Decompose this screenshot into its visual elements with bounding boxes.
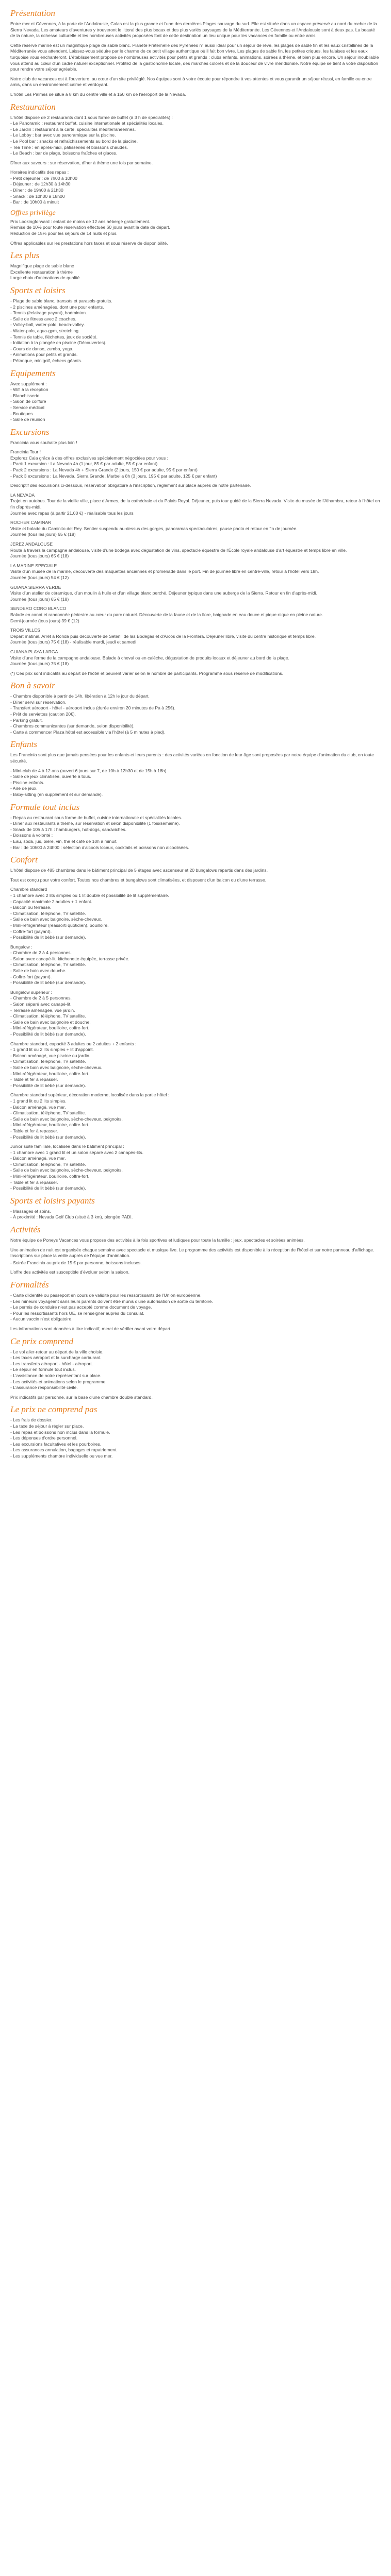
list-item: - Service médical (10, 404, 44, 410)
list-item: - Salle de fitness avec 2 coaches. (10, 316, 77, 321)
excursions-section (10, 427, 381, 677)
list-item: Magnifique plage de sable blanc (10, 263, 74, 269)
list-item: - Eau, soda, jus, bière, vin, thé et café de 10h à minuit. (10, 838, 118, 844)
list-item: - Animations pour petits et grands. (10, 352, 78, 358)
list-item: - Prêt de serviettes (caution 20€). (10, 711, 76, 717)
room-type (10, 990, 381, 1038)
paragraph: Cette réserve marine est un magnifique plage de sable blanc. Planète Fraternelle des Pyrénées n° aussi idéal pour un séjour de rêve, les plages de sable fin et les eaux cristallines de la Méditerranée vous attendent. Laissez-vous séduire par le charme de ce petit village authentique où il fait bon vivre. Les plages de sable fin, les petites criques, les falaises et les eaux turquoise vous enchanteront. L'établissement propose de nombreuses activités pour petits et grands : clubs enfants, animations, soirées à thème, et bien plus encore. Un séjour inoubliable vous attend au cœur d'un cadre naturel exceptionnel. Profitez de la gastronomie locale, des marchés colorés et de la douceur de vivre méridionale. Notre équipe se tient à votre disposition pour rendre votre séjour agréable. (10, 42, 379, 72)
text-line: Horaires indicatifs des repas : (10, 170, 69, 175)
list-item: - Possibilité de lit bébé (sur demande). (10, 1031, 86, 1037)
list-item: - Baby-sitting (en supplément et sur demande). (10, 792, 103, 797)
list-item: - 1 grand lit ou 2 lits simples + lit d'appoint. (10, 1047, 94, 1053)
excursion-name: JEREZ ANDALOUSE (10, 541, 53, 547)
excursion-name: SENDERO CORO BLANCO (10, 606, 67, 612)
paragraph: Notre club de vacances est à l'ouverture, au cœur d'un site privilégié. Nos équipes sont à votre écoute pour répondre à vos attentes et vous garantir un séjour réussi, en famille ou entre amis, dans un environnement calme et verdoyant. (10, 76, 372, 88)
list-item: - Climatisation, téléphone, TV satellite. (10, 1059, 86, 1064)
room-name: Bungalow supérieur : (10, 989, 52, 995)
activites-section (10, 1225, 381, 1276)
list-item: - Les suppléments chambre individuelle ou vue mer. (10, 1453, 113, 1459)
excursion-item (10, 563, 381, 581)
paragraph: Une animation de nuit est organisée chaque semaine avec spectacle et musique live. Le programme des activités est disponible à la réception de l'hôtel et sur notre panneau d'affichage. Inscriptions sur place la veille auprès de l'équipe d'animation. (10, 1247, 374, 1259)
list-item: - Les taxes aéroport et la surcharge carburant. (10, 1355, 102, 1361)
text-line: Prix indicatifs par personne, sur la base d'une chambre double standard. (10, 1394, 153, 1400)
list-item: - Salle de bain avec baignoire, sèche-cheveux, peignoirs. (10, 1167, 123, 1173)
list-item: - Bar : de 10h00 à minuit (10, 199, 59, 205)
section-title: Equipements (10, 368, 56, 378)
list-item: - 2 piscines aménagées, dont une pour enfants. (10, 304, 104, 310)
list-item: - Tennis de table, fléchettes, jeux de société. (10, 334, 97, 340)
list-item: - Le Pool bar : snacks et rafraîchissements au bord de la piscine. (10, 138, 138, 144)
text-line: Les Francinia sont plus que jamais pensées pour les enfants et leurs parents : des activités variées en fonction de leur âge sont proposées par notre équipe d'animation du club, en toute sécurité. (10, 752, 374, 764)
room-type (10, 1041, 381, 1089)
excursion-item (10, 649, 381, 667)
list-item: - Mini-réfrigérateur, bouilloire, coffre-fort. (10, 1071, 90, 1076)
list-item: - Coffre-fort (payant). (10, 928, 52, 934)
excursion-price: Journée (tous jours) 54 € (12) (10, 574, 69, 580)
confort-section (10, 855, 381, 1192)
list-item: - Les activités et animations selon le programme. (10, 1379, 107, 1384)
excursion-text: Visite d'un musée de la marine, découverte des maquettes anciennes et promenade dans le port. Fin de journée libre en centre-ville, retour à l'hôtel vers 18h. (10, 569, 319, 574)
list-item: - Water-polo, aqua-gym, stretching. (10, 328, 80, 333)
text-line: Explorez Cala grâce à des offres exclusives spécialement négociées pour vous : (10, 455, 169, 461)
list-item: - Les excursions facultatives et les pourboires. (10, 1441, 102, 1447)
list-item: - 1 chambre avec 1 grand lit et un salon séparé avec 2 canapés-lits. (10, 1149, 143, 1155)
section-title: Activités (10, 1225, 41, 1235)
list-item: - Tea Time : en après-midi, pâtisseries et boissons chaudes. (10, 144, 128, 150)
list-item: - Chambre disponible à partir de 14h, libération à 12h le jour du départ. (10, 693, 150, 699)
list-item: - Climatisation, téléphone, TV satellite. (10, 1161, 86, 1167)
list-item: - Le permis de conduire n'est pas accepté comme document de voyage. (10, 1304, 152, 1310)
list-item: - Pack 1 excursion : La Nevada 4h (1 jour, 85 € par adulte, 55 € par enfant) (10, 461, 158, 467)
section-title: Les plus (10, 250, 40, 261)
paragraph: - Soirée Francinia au prix de 15 € par personne, boissons incluses. (10, 1260, 142, 1265)
list-item: - La taxe de séjour à régler sur place. (10, 1423, 84, 1429)
list-item: - Climatisation, téléphone, TV satellite. (10, 962, 86, 968)
text-line: Francinia vous souhaite plus loin ! (10, 439, 77, 445)
room-name: Chambre standard (10, 887, 47, 892)
text-line: Descriptif des excursions ci-dessous, réservation obligatoire à l'inscription, règlement sur place auprès de notre partenaire. (10, 483, 251, 488)
list-item: - Déjeuner : de 12h30 à 14h30 (10, 181, 71, 187)
excursion-text: Visite d'un atelier de céramique, d'un moulin à huile et d'un village blanc perché. Déjeuner typique dans une auberge de la Sierra. Retour en fin d'après-midi. (10, 590, 317, 596)
list-item: - Volley-ball, water-polo, beach-volley. (10, 322, 85, 328)
text-line: (*) Ces prix sont indicatifs au départ de l'hôtel et peuvent varier selon le nombre de participants. Programme sous réserve de modifications. (10, 670, 283, 676)
text-line: Avec supplément : (10, 381, 47, 386)
formalites-section (10, 1280, 381, 1332)
list-item: - Table et fer à repasser. (10, 1179, 58, 1185)
list-item: - Les dépenses d'ordre personnel. (10, 1435, 78, 1441)
prix-comprend-section (10, 1336, 381, 1401)
list-item: Large choix d'animations de qualité (10, 275, 80, 281)
list-item: - Salle de réunion (10, 417, 45, 422)
list-item: - À proximité : Nevada Golf Club (situé à 3 km), plongée PADI. (10, 1214, 133, 1220)
excursion-text: Route à travers la campagne andalouse, visite d'une bodega avec dégustation de vins, spectacle équestre de l'École royale andalouse d'art équestre et temps libre en ville. (10, 547, 347, 553)
room-type (10, 887, 381, 940)
list-item: - 1 chambre avec 2 lits simples ou 1 lit double et possibilité de lit supplémentaire. (10, 892, 169, 898)
list-item: - Chambre de 2 à 5 personnes. (10, 995, 72, 1001)
text-line: Réduction de 15% pour les séjours de 14 nuits et plus. (10, 231, 118, 236)
list-item: - Dîner : de 19h00 à 21h30 (10, 188, 63, 193)
list-item: - Carte d'identité ou passeport en cours de validité pour les ressortissants de l'Union européenne. (10, 1293, 202, 1298)
excursion-item (10, 628, 381, 646)
room-type (10, 944, 381, 986)
list-item: - Chambre de 2 à 4 personnes. (10, 950, 72, 956)
list-item: - Possibilité de lit bébé (sur demande). (10, 935, 86, 940)
plus-section (10, 250, 381, 281)
text-line: Prix Lookingforward : enfant de moins de 12 ans hébergé gratuitement. (10, 218, 150, 224)
excursion-item (10, 493, 381, 516)
text-line: Dîner aux saveurs : sur réservation, dîner à thème une fois par semaine. (10, 160, 153, 165)
restauration-section (10, 102, 381, 206)
excursion-text: Départ matinal. Arrêt à Ronda puis découverte de Setenil de las Bodegas et d'Arcos de la Frontera. Déjeuner libre, visite du centre historique et temps libre. (10, 633, 316, 639)
list-item: - Balcon aménagé, vue mer. (10, 1156, 66, 1161)
list-item: - Capacité maximale 2 adultes + 1 enfant. (10, 899, 92, 904)
paragraph: Entre mer et Cévennes, à la porte de l'Andalousie, Calas est la plus grande et l'une des dernières Plages sauvage du sud. Elle est située dans un espace préservé au nord du rocher de la Sierra Nevada. Les amateurs d'aventures y trouveront le littoral des plus beaux et des plus variés paysages de la Méditerranée. Les Cévennes et l'Andalousie sont à deux pas. La beauté de la nature, la richesse culturelle et les nombreuses activités proposées font de cette destination un lieu unique pour les vacances en famille ou entre amis. (10, 21, 377, 39)
text-line: L'offre des activités est susceptible d'évoluer selon la saison. (10, 1269, 129, 1275)
list-item: - Balcon aménagé, vue mer. (10, 1104, 66, 1110)
list-item: - Bar : de 10h00 à 24h00 : sélection d'alcools locaux, cocktails et boissons non alcoolisées. (10, 844, 189, 850)
list-item: - Les mineurs voyageant sans leurs parents doivent être munis d'une autorisation de sortie du territoire. (10, 1298, 213, 1304)
section-title: Enfants (10, 739, 37, 750)
list-item: - Les transferts aéroport - hôtel - aéroport. (10, 1361, 93, 1366)
list-item: - Salon de coiffure (10, 399, 46, 404)
room-name: Bungalow : (10, 944, 32, 950)
list-item: - Mini-club de 4 à 12 ans (ouvert 6 jours sur 7, de 10h à 12h30 et de 15h à 18h). (10, 768, 168, 773)
list-item: - Tennis (éclairage payant), badminton. (10, 310, 87, 316)
sports-section (10, 285, 381, 364)
list-item: - Le vol aller-retour au départ de la ville choisie. (10, 1349, 104, 1354)
list-item: - Pour les ressortissants hors UE, se renseigner auprès du consulat. (10, 1310, 144, 1316)
excursion-name: GUIANA PLAYA LARGA (10, 649, 58, 654)
section-title: Présentation (10, 8, 55, 18)
list-item: - Table et fer à repasser. (10, 1077, 58, 1082)
list-item: - Aucun vaccin n'est obligatoire. (10, 1316, 73, 1322)
list-item: - 1 grand lit ou 2 lits simples. (10, 1098, 67, 1104)
sports-payants-section (10, 1196, 381, 1221)
list-item: - Mini-réfrigérateur (réassorti quotidien), bouilloire. (10, 922, 109, 928)
room-name: Chambre standard supérieur, décoration moderne, localisée dans la partie hôtel : (10, 1092, 170, 1098)
list-item: - L'assurance responsabilité civile. (10, 1385, 78, 1391)
list-item: - Coffre-fort (payant). (10, 974, 52, 979)
enfants-section (10, 739, 381, 798)
section-title: Le prix ne comprend pas (10, 1404, 97, 1415)
list-item: - Salle de bain avec baignoire, sèche-cheveux. (10, 917, 103, 922)
list-item: - Chambres communicantes (sur demande, selon disponibilité). (10, 723, 135, 729)
list-item: - Les repas et boissons non inclus dans la formule. (10, 1429, 110, 1435)
list-item: - Initiation à la plongée en piscine (Découvertes). (10, 340, 107, 346)
list-item: - Terrasse aménagée, vue jardin. (10, 1007, 75, 1013)
list-item: - Carte à commencer Plaza hôtel est accessible via l'hôtel (à 5 minutes à pied). (10, 729, 166, 735)
list-item: - Petit déjeuner : de 7h00 à 10h00 (10, 175, 77, 181)
list-item: - Possibilité de lit bébé (sur demande). (10, 1134, 86, 1140)
list-item: - Parking gratuit. (10, 717, 43, 723)
list-item: - Possibilité de lit bébé (sur demande). (10, 980, 86, 986)
section-title: Offres privilège (10, 209, 56, 217)
text-line: L'hôtel dispose de 2 restaurants dont 1 sous forme de buffet (à 3 h de spécialités) : (10, 114, 173, 120)
text-line: Offres applicables sur les prestations hors taxes et sous réserve de disponibilité. (10, 240, 168, 246)
text-line: Remise de 10% pour toute réservation effectuée 60 jours avant la date de départ. (10, 225, 170, 230)
section-title: Formule tout inclus (10, 802, 80, 812)
excursion-item (10, 606, 381, 624)
list-item: - Repas au restaurant sous forme de buffet, cuisine internationale et spécialités locales. (10, 815, 182, 820)
section-title: Ce prix comprend (10, 1336, 74, 1346)
list-item: - Pack 3 excursions : La Nevada, Sierra Grande, Marbella 8h (3 jours, 195 € par adulte, 125 € par enfant) (10, 473, 217, 479)
section-title: Confort (10, 855, 38, 865)
excursion-item (10, 520, 381, 538)
list-item: - Pétanque, minigolf, échecs géants. (10, 358, 83, 363)
list-item: - Cours de danse, zumba, yoga. (10, 346, 74, 351)
excursion-name: TROIS VILLES (10, 628, 40, 633)
text-line: Francinia Tour ! (10, 449, 41, 455)
excursion-name: LA MARINE SPECIALE (10, 563, 57, 568)
prix-ne-comprend-section (10, 1404, 381, 1459)
section-title: Sports et loisirs (10, 285, 66, 295)
section-title: Excursions (10, 427, 50, 437)
excursion-price: Journée (tous jours) 75 € (18) (10, 661, 69, 667)
presentation-section (10, 8, 381, 98)
list-item: - Salle de bain avec douche. (10, 968, 67, 974)
list-item: - Salon séparé avec canapé-lit. (10, 1002, 72, 1007)
list-item: - Dîner aux restaurants à thème, sur réservation et selon disponibilité (1 fois/semaine). (10, 821, 180, 826)
excursion-price: Journée (tous jours) 65 € (18) (10, 596, 69, 602)
list-item: - Mini-réfrigérateur, bouilloire, coffre-fort. (10, 1122, 90, 1128)
room-name: Chambre standard, capacité 3 adultes ou 2 adultes + 2 enfants : (10, 1041, 137, 1046)
room-type (10, 1092, 381, 1140)
list-item: - Mini-réfrigérateur, bouilloire, coffre-fort. (10, 1025, 90, 1031)
excursion-item (10, 541, 381, 560)
list-item: - Aire de jeux. (10, 786, 38, 791)
list-item: - Possibilité de lit bébé (sur demande). (10, 1185, 86, 1191)
offres-section (10, 209, 381, 246)
list-item: - Les frais de dossier. (10, 1417, 53, 1423)
list-item: - Le Lobby : bar avec vue panoramique sur la piscine. (10, 132, 116, 138)
section-title: Restauration (10, 101, 56, 112)
excursion-text: Visite d'une ferme de la campagne andalouse. Balade à cheval ou en calèche, dégustation de produits locaux et déjeuner au bord de la plage. (10, 655, 289, 660)
list-item: - Dîner servi sur réservation. (10, 699, 67, 705)
list-item: - Blanchisserie (10, 393, 40, 398)
list-item: - Salle de jeux climatisée, ouverte à tous. (10, 774, 91, 779)
list-item: - Mini-réfrigérateur, bouilloire, coffre-fort. (10, 1174, 90, 1179)
list-item: - Pack 2 excursions : La Nevada 4h + Sierra Grande (2 jours, 150 € par adulte, 95 € par enfant) (10, 467, 198, 473)
paragraph: Notre équipe de Poneys Vacances vous propose des activités à la fois sportives et ludiques pour toute la famille : jeux, spectacles et soirées animées. (10, 1238, 305, 1243)
paragraph: L'hôtel Les Palmes se situe à 8 km du centre ville et à 150 km de l'aéroport de la Nevada. (10, 91, 186, 97)
list-item: - Le Beach : bar de plage, boissons fraîches et glaces. (10, 150, 118, 156)
bon-section (10, 681, 381, 735)
excursion-price: Journée avec repas (à partir 21,00 €) - réalisable tous les jours (10, 510, 134, 516)
list-item: - Climatisation, téléphone, TV satellite. (10, 1013, 86, 1019)
list-item: - Balcon aménagé, vue piscine ou jardin. (10, 1053, 91, 1058)
room-name: Junior suite familiale, localisée dans le bâtiment principal : (10, 1144, 124, 1149)
list-item: - Table et fer à repasser. (10, 1128, 58, 1133)
list-item: - Salle de bain avec baignoire et douche. (10, 1019, 91, 1025)
list-item: - Climatisation, téléphone, TV satellite. (10, 910, 86, 916)
list-item: - Salle de bain avec baignoire, sèche-cheveux, peignoirs. (10, 1116, 123, 1122)
excursion-item (10, 585, 381, 603)
section-title: Formalités (10, 1280, 49, 1290)
list-item: - Snack de 10h à 17h : hamburgers, hot-dogs, sandwiches. (10, 826, 127, 832)
excursion-price: Journée (tous jours) 65 € (18) (10, 553, 69, 559)
section-title: Sports et loisirs payants (10, 1195, 95, 1206)
list-item: Excellente restauration à thème (10, 269, 73, 275)
list-item: - Salle de bain avec baignoire, sèche-cheveux. (10, 1064, 103, 1070)
list-item: - Climatisation, téléphone, TV satellite. (10, 1110, 86, 1116)
list-item: - Snack : de 10h00 à 18h00 (10, 193, 65, 199)
excursion-text: Balade en canot et randonnée pédestre au cœur du parc naturel. Découverte de la faune et de la flore, baignade en eau douce et pique-nique en pleine nature. (10, 612, 323, 617)
list-item: - L'assistance de notre représentant sur place. (10, 1372, 102, 1378)
text-line: Les informations sont données à titre indicatif, merci de vérifier avant votre départ. (10, 1326, 172, 1331)
list-item: - Le Panoramic : restaurant buffet, cuisine internationale et spécialités locales. (10, 121, 164, 126)
text-line: L'hôtel dispose de 485 chambres dans le bâtiment principal de 5 étages avec ascenseur et 20 bungalows répartis dans des jardins. (10, 868, 268, 873)
list-item: - Boutiques (10, 411, 33, 416)
list-item: - Wifi à la réception (10, 387, 48, 393)
list-item: - Salon avec canapé-lit, kitchenette équipée, terrasse privée. (10, 956, 129, 961)
room-type (10, 1144, 381, 1192)
text-line: Tout est conçu pour votre confort. Toutes nos chambres et bungalows sont climatisées, et disposent d'un balcon ou d'une terrasse. (10, 877, 267, 883)
list-item: - Balcon ou terrasse. (10, 905, 52, 910)
list-item: - Les assurances annulation, bagages et rapatriement. (10, 1447, 118, 1453)
excursion-name: LA NEVADA (10, 492, 35, 498)
equipements-section (10, 368, 381, 423)
list-item: - Possibilité de lit bébé (sur demande). (10, 1082, 86, 1088)
excursion-name: ROCHER CAMINAR (10, 520, 52, 526)
list-item: - Massages et soins. (10, 1208, 51, 1214)
section-title: Bon à savoir (10, 681, 55, 691)
excursion-price: Demi-journée (tous jours) 39 € (12) (10, 618, 79, 623)
list-item: - Piscine enfants. (10, 779, 44, 785)
excursion-name: GUIANA SIERRA VERDE (10, 584, 61, 590)
list-item: - Boissons à volonté : (10, 833, 53, 838)
formule-section (10, 802, 381, 851)
list-item: - Plage de sable blanc, transats et parasols gratuits. (10, 298, 112, 303)
excursion-text: Trajet en autobus. Tour de la vieille ville, place d'Armes, de la cathédrale et du Palais Royal. Déjeuner, puis tour guidé de la Sierra Nevada. Visite du musée de l'Alhambra, retour à l'hôtel en fin d'après-midi. (10, 498, 380, 510)
list-item: - Le Jardin : restaurant à la carte, spécialités méditerranéennes. (10, 126, 136, 132)
excursion-price: Journée (tous les jours) 65 € (18) (10, 532, 76, 537)
list-item: - Le séjour en formule tout inclus. (10, 1367, 76, 1372)
excursion-price: Journée (tous jours) 75 € (18) - réalisable mardi, jeudi et samedi (10, 639, 137, 645)
list-item: - Transfert aéroport - hôtel - aéroport inclus (durée environ 20 minutes de Pa à 25€). (10, 705, 176, 711)
excursion-text: Visite et balade du Caminito del Rey. Sentier suspendu au-dessus des gorges, panoramas spectaculaires, pause photo et retour en fin de journée. (10, 526, 298, 531)
